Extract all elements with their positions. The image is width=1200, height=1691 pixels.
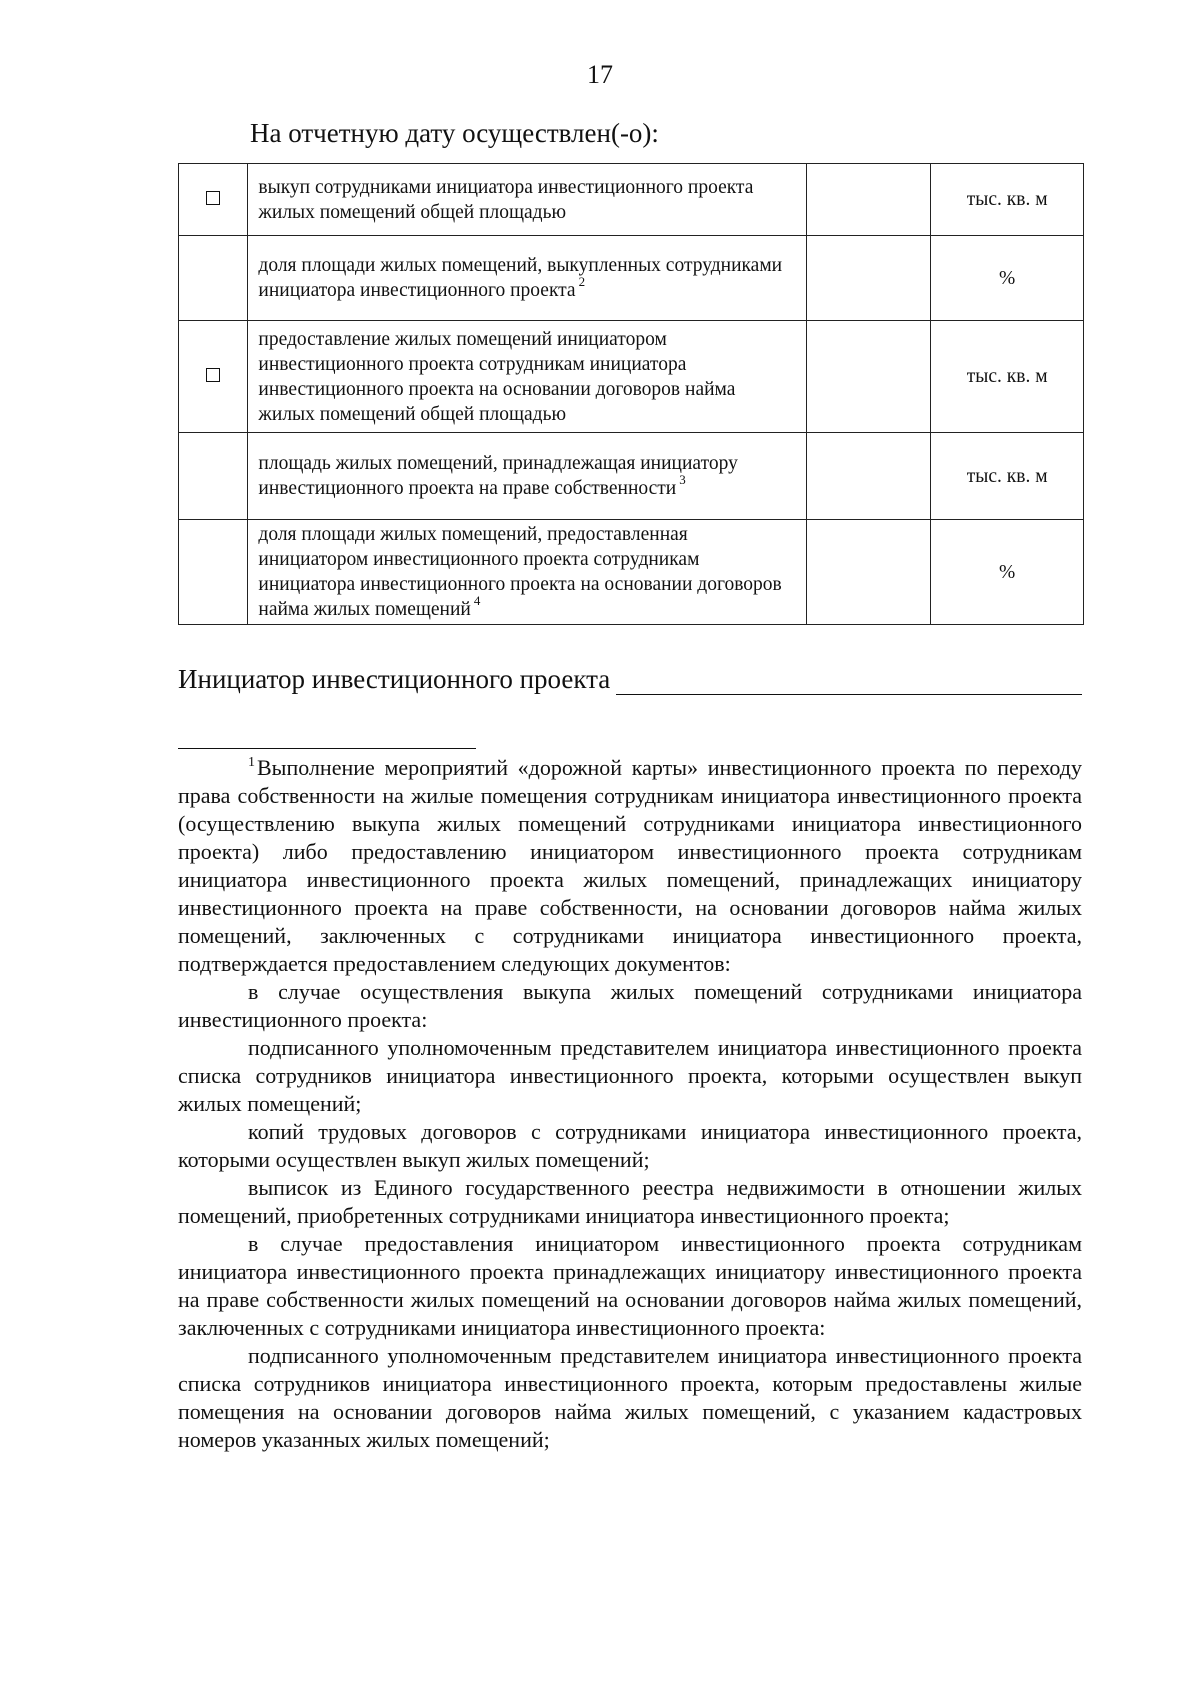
- report-date-heading: На отчетную дату осуществлен(-о):: [250, 118, 659, 148]
- row-description: доля площади жилых помещений, предоставленная инициатором инвестиционного проекта сотрудникам инициатора инвестиционного проекта на основании договоров найма жилых помещений $^4$: [248, 520, 807, 625]
- footnote-ref: 2: [578, 274, 586, 289]
- signature-label: Инициатор инвестиционного проекта: [178, 664, 611, 694]
- footnote-paragraph: подписанного уполномоченным представителем инициатора инвестиционного проекта списка сотрудников инициатора инвестиционного проекта, которыми осуществлен выкуп жилых помещений;: [178, 1035, 1082, 1116]
- unit-cell: тыс. кв. м: [931, 433, 1084, 520]
- footnotes: [178, 754, 1082, 1454]
- value-cell[interactable]: [806, 236, 930, 321]
- footnote-paragraph: в случае предоставления инициатором инвестиционного проекта сотрудникам инициатора инвестиционного проекта принадлежащих инициатору инвестиционного проекта на праве собственности жилых помещений на основании договоров найма жилых помещений, заключенных с сотрудниками инициатора инвестиционного проекта:: [178, 1231, 1082, 1340]
- value-cell[interactable]: [806, 321, 930, 433]
- signature-blank[interactable]: [616, 664, 1082, 695]
- value-cell[interactable]: [806, 520, 930, 625]
- footnote-separator: [178, 748, 476, 749]
- unit-cell: тыс. кв. м: [931, 321, 1084, 433]
- signature-line: [178, 664, 1082, 695]
- footnote-ref: 4: [473, 593, 481, 608]
- unit-cell: тыс. кв. м: [931, 164, 1084, 236]
- checkbox[interactable]: [206, 191, 220, 205]
- checkbox-cell: [179, 236, 248, 321]
- footnote-paragraph: подписанного уполномоченным представителем инициатора инвестиционного проекта списка сотрудников инициатора инвестиционного проекта, которым предоставлены жилые помещения на основании договоров найма жилых помещений, с указанием кадастровых номеров указанных жилых помещений;: [178, 1343, 1082, 1452]
- table-row: [179, 164, 1084, 236]
- checkbox-cell: [179, 520, 248, 625]
- unit-cell: %: [931, 236, 1084, 321]
- footnote-paragraph: $^1$Выполнение мероприятий «дорожной карты» инвестиционного проекта по переходу права собственности на жилые помещения сотрудникам инициатора инвестиционного проекта (осуществлению выкупа жилых помещений сотрудниками инициатора инвестиционного проекта) либо предоставлению инициатором инвестиционного проекта сотрудникам инициатора инвестиционного проекта жилых помещений, принадлежащих инициатору инвестиционного проекта на праве собственности, на основании договоров найма жилых помещений, заключенных с сотрудниками инициатора инвестиционного проекта, подтверждается предоставлением следующих документов:: [178, 755, 1082, 976]
- indicators-table: [178, 163, 1084, 625]
- footnote-paragraph: в случае осуществления выкупа жилых помещений сотрудниками инициатора инвестиционного проекта:: [178, 979, 1082, 1032]
- table-row: [179, 520, 1084, 625]
- table-row: [179, 236, 1084, 321]
- checkbox-cell: [179, 321, 248, 433]
- table-row: [179, 321, 1084, 433]
- table-row: [179, 433, 1084, 520]
- row-description: предоставление жилых помещений инициатором инвестиционного проекта сотрудникам инициатора инвестиционного проекта на основании договоров найма жилых помещений общей площадью: [248, 321, 807, 433]
- value-cell[interactable]: [806, 164, 930, 236]
- footnote-mark: 1: [248, 755, 255, 770]
- row-description: доля площади жилых помещений, выкупленных сотрудниками инициатора инвестиционного проекта $^2$: [248, 236, 807, 321]
- checkbox[interactable]: [206, 368, 220, 382]
- row-description: площадь жилых помещений, принадлежащая инициатору инвестиционного проекта на праве собственности $^3$: [248, 433, 807, 520]
- checkbox-cell: [179, 433, 248, 520]
- value-cell[interactable]: [806, 433, 930, 520]
- footnote-ref: 3: [679, 472, 686, 487]
- row-description: выкуп сотрудниками инициатора инвестиционного проекта жилых помещений общей площадью: [248, 164, 807, 236]
- footnote-paragraph: копий трудовых договоров с сотрудниками инициатора инвестиционного проекта, которыми осуществлен выкуп жилых помещений;: [178, 1119, 1082, 1172]
- footnote-paragraph: выписок из Единого государственного реестра недвижимости в отношении жилых помещений, приобретенных сотрудниками инициатора инвестиционного проекта;: [178, 1175, 1082, 1228]
- page-number: 17: [587, 60, 613, 89]
- unit-cell: %: [931, 520, 1084, 625]
- checkbox-cell: [179, 164, 248, 236]
